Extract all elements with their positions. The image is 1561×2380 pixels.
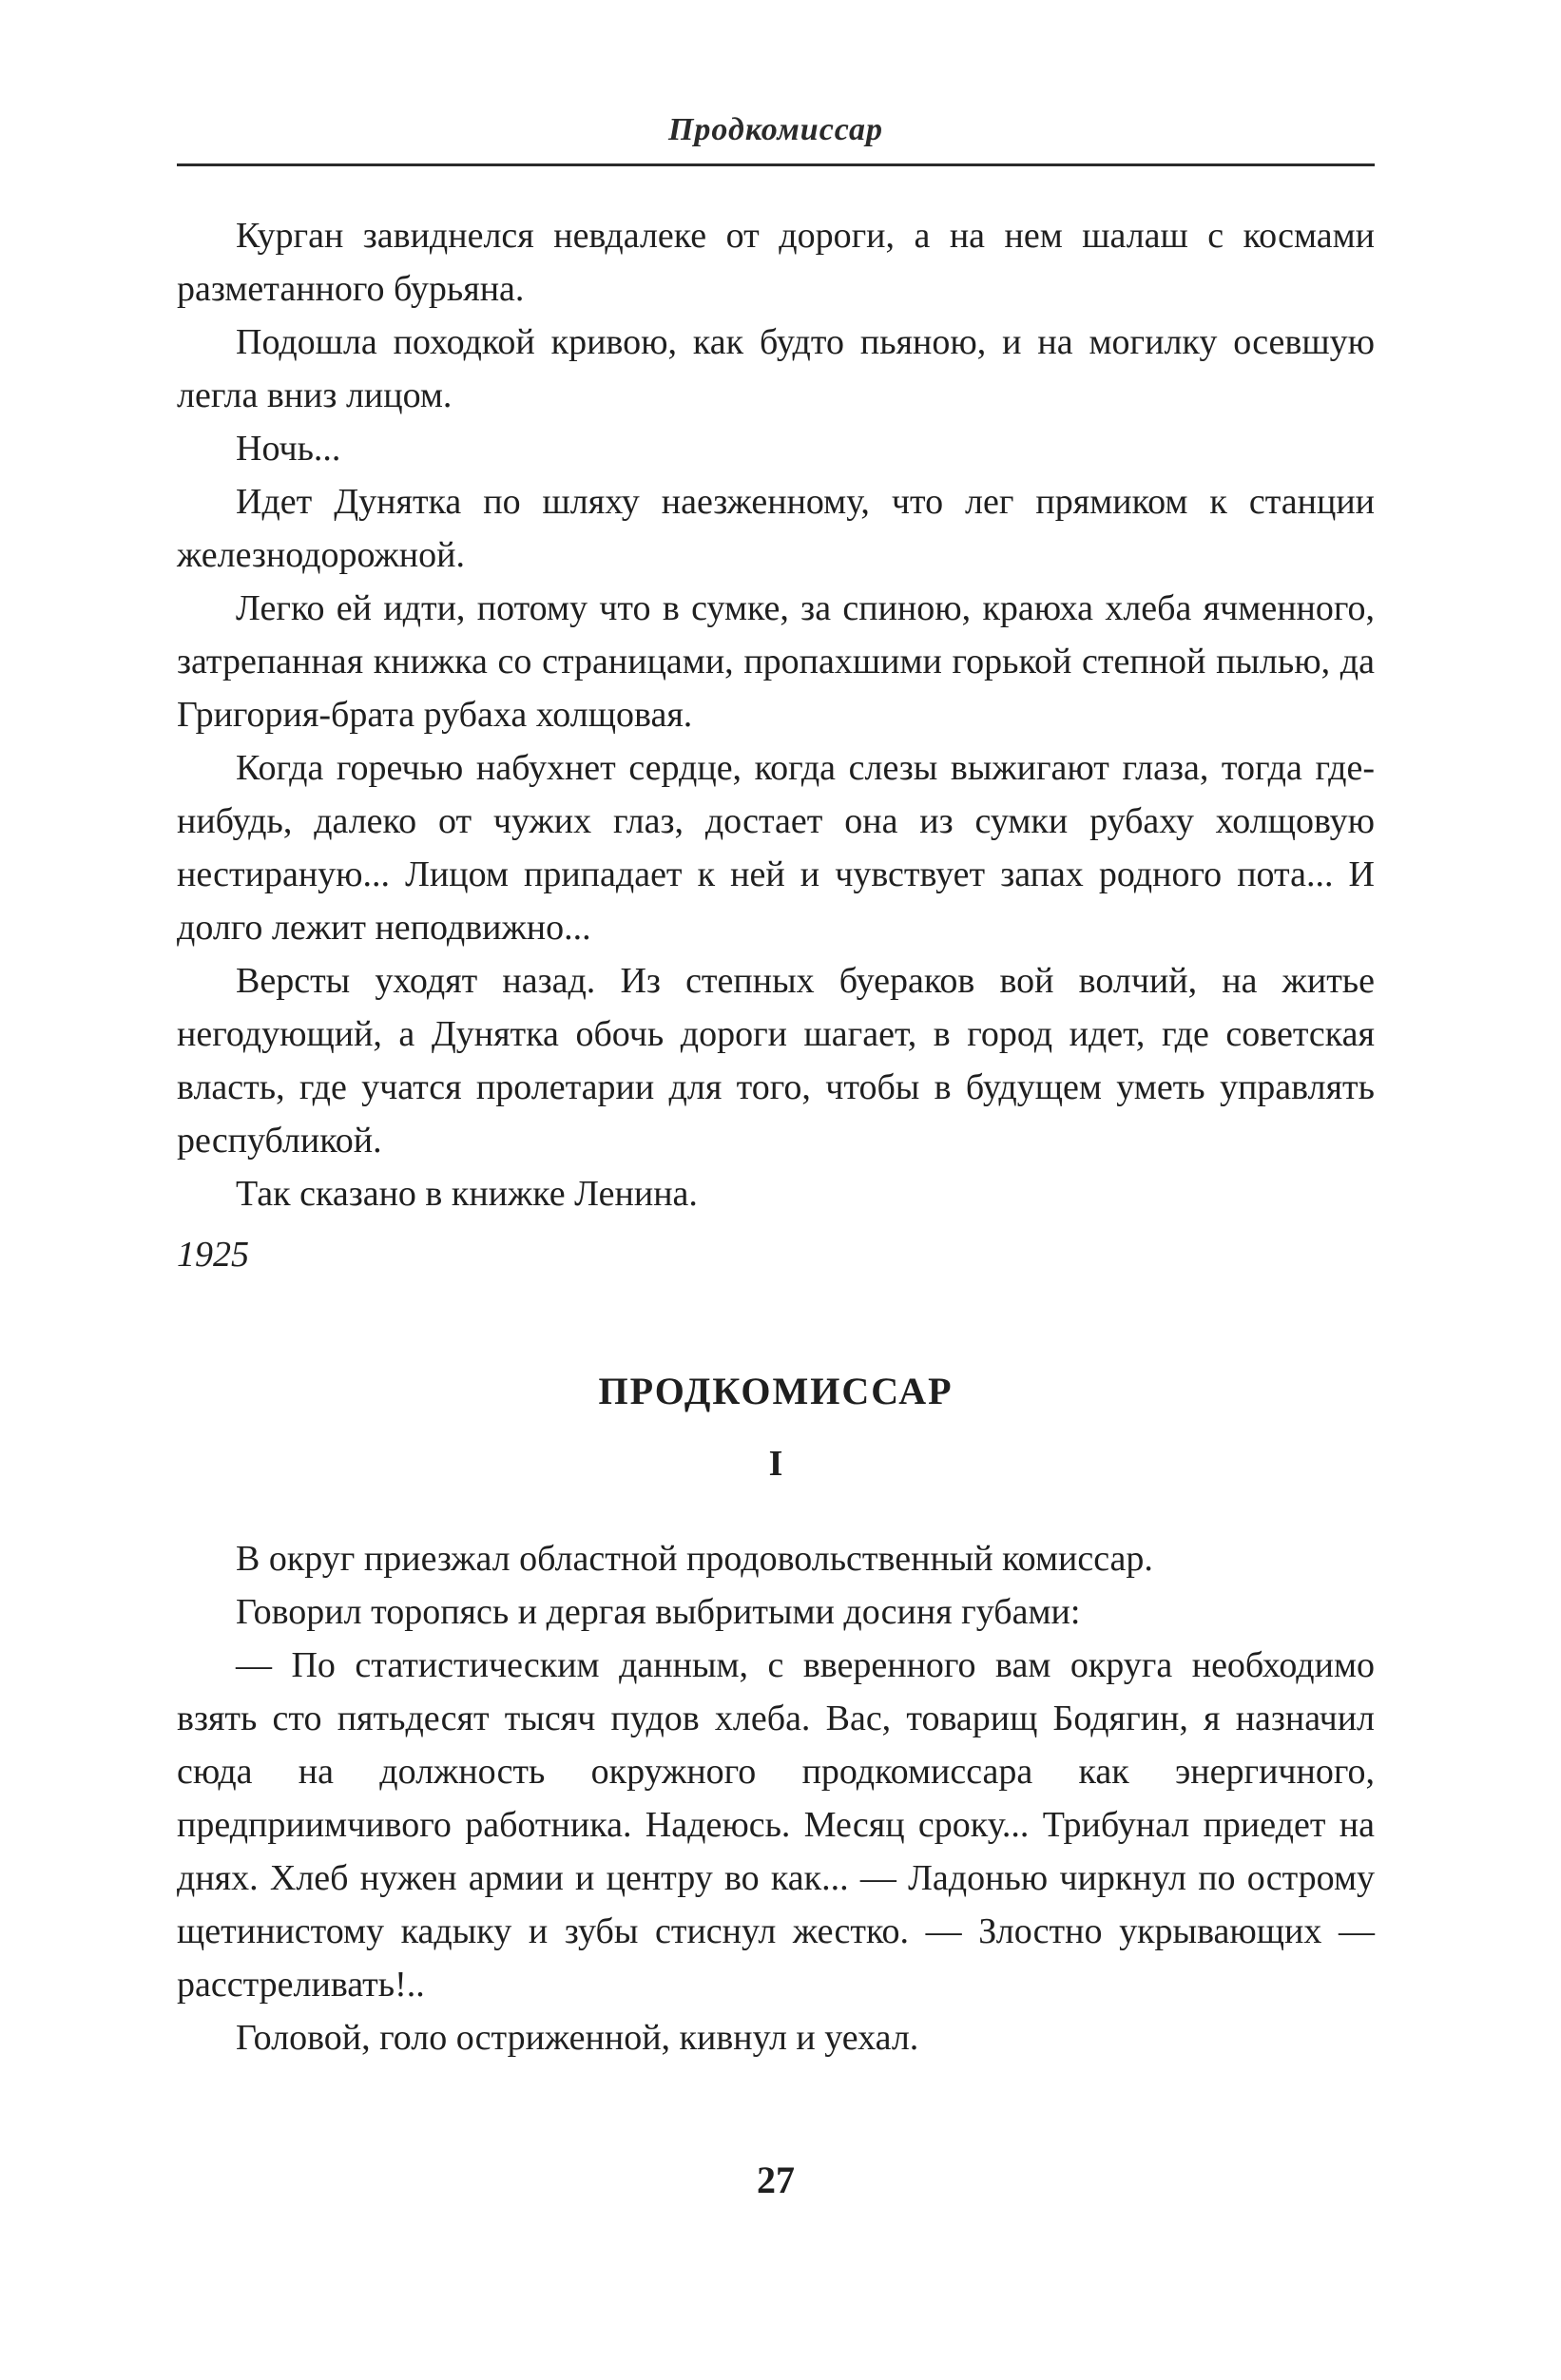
paragraph: Легко ей идти, потому что в сумке, за спиною, краюха хлеба ячменного, затрепанная книжка со страницами, пропахшими горькой степной пылью, да Григория-брата рубаха холщовая. [177,588,1375,735]
paragraph: Говорил торопясь и дергая выбритыми досиня губами: [236,1592,1081,1632]
spacer [177,1490,1375,1532]
book-page [177,0,1375,2380]
page-number: 27 [757,2159,795,2201]
paragraph: Версты уходят назад. Из степных буераков вой волчий, на житье негодующий, а Дунятка обочь дороги шагает, в город идет, где советская власть, где учатся пролетарии для того, чтобы в будущем уметь управлять республикой. [177,961,1375,1161]
paragraph: Идет Дунятка по шляху наезженному, что лег прямиком к станции железнодорожной. [177,482,1375,575]
paragraph: Ночь... [236,429,341,469]
header-rule [177,163,1375,166]
date-line: 1925 [177,1235,249,1275]
story-title: ПРОДКОМИССАР [598,1370,954,1412]
paragraph: Когда горечью набухнет сердце, когда слезы выжигают глаза, тогда где-нибудь, далеко от чужих глаз, достает она из сумки рубаху холщовую нестираную... Лицом припадает к ней и чувствует запах родного пота... И долго лежит неподвижно... [177,748,1375,948]
body-text [177,209,1375,2064]
paragraph: Так сказано в книжке Ленина. [236,1174,698,1214]
running-head: Продкомиссар [667,112,883,147]
chapter-number: I [768,1444,783,1484]
paragraph: Подошла походкой кривою, как будто пьяною, и на могилку осевшую легла вниз лицом. [177,322,1375,415]
paragraph: Головой, голо остриженной, кивнул и уехал. [236,2018,919,2058]
paragraph: Курган завиднелся невдалеке от дороги, а на нем шалаш с космами разметанного бурьяна. [177,216,1375,309]
paragraph: В округ приезжал областной продовольственный комиссар. [236,1539,1153,1579]
paragraph: — По статистическим данным, с вверенного вам округа необходимо взять сто пятьдесят тысяч пудов хлеба. Вас, товарищ Бодягин, я назначил сюда на должность окружного продкомиссара как энергичного, предприимчивого работника. Надеюсь. Месяц сроку... Трибунал приедет на днях. Хлеб нужен армии и центру во как... — Ладонью чиркнул по острому щетинистому кадыку и зубы стиснул жестко. — Злостно укрывающих — расстреливать!.. [177,1645,1375,2005]
